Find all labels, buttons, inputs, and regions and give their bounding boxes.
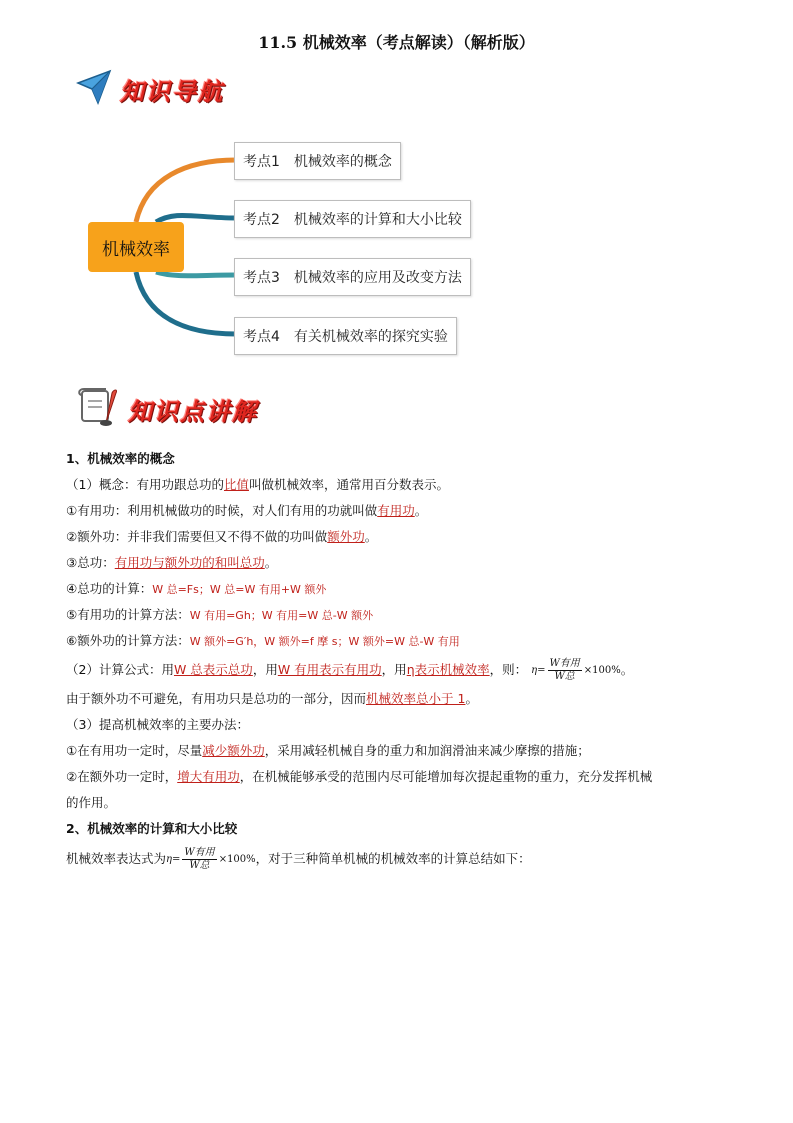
text: 。 (364, 529, 378, 544)
formula-denominator: W总 (554, 670, 575, 682)
mind-map-branch-3 (234, 258, 471, 296)
paragraph-extra-calc (66, 628, 736, 654)
section-heading-2: 2、机械效率的计算和大小比较 (66, 821, 238, 836)
efficiency-formula: η= $\frac{\text{W有用}}{\text{W总}}$ ×100% (531, 657, 621, 682)
branch-key: 考点4 (243, 329, 280, 345)
branch-text: 机械效率的概念 (293, 154, 392, 170)
highlight: 有用功与额外功的和叫总功 (114, 555, 265, 570)
paragraph-extra-work (66, 524, 736, 550)
paragraph-concept (66, 472, 736, 498)
page-title: 11.5 机械效率（考点解读）（解析版） (258, 33, 535, 52)
paragraph-useful-calc (66, 602, 736, 628)
text: 。 (620, 662, 634, 677)
text: 。 (465, 691, 478, 706)
branch-key: 考点2 (243, 212, 280, 228)
formula-text: W 有用=Gh；W 有用=W 总-W 额外 (189, 609, 374, 622)
formula-tail: ×100% (583, 664, 621, 676)
text: ，采用减轻机械自身的重力和加润滑油来减少摩擦的措施； (264, 743, 590, 758)
text: 。 (414, 503, 428, 518)
text: ①在有用功一定时，尽量 (66, 743, 203, 758)
mind-map-branch-2 (234, 200, 471, 238)
text: 机械效率表达式为 (66, 851, 167, 866)
banner-knowledge-points (76, 386, 258, 432)
paragraph-improve-heading: （3）提高机械效率的主要办法： (66, 717, 249, 732)
text: 叫做机械效率，通常用百分数表示。 (248, 477, 449, 492)
highlight: η表示机械效率 (406, 662, 490, 677)
text: （1）概念：有用功跟总功的 (66, 477, 224, 492)
paragraph-improve-1 (66, 738, 736, 764)
formula-denominator: W总 (189, 859, 210, 871)
text: ⑥额外功的计算方法： (66, 633, 190, 648)
formula-text: W 额外=G′h，W 额外=f 摩 s；W 额外=W 总-W 有用 (189, 635, 460, 648)
branch-key: 考点1 (243, 154, 280, 170)
formula-text: W 总=Fs；W 总=W 有用+W 额外 (152, 583, 327, 596)
banner-title: 知识点讲解 (128, 396, 258, 426)
paragraph-improve-2 (66, 764, 736, 790)
formula-numerator: W有用 (184, 846, 215, 858)
branch-text: 机械效率的计算和大小比较 (293, 212, 462, 228)
paragraph-expression (66, 842, 736, 876)
text: ，在机械能够承受的范围内尽可能增加每次提起重物的重力，充分发挥机械 (239, 769, 653, 784)
banner-knowledge-navigation (76, 66, 224, 112)
highlight: 增大有用功 (177, 769, 240, 784)
paragraph-less-than-one (66, 686, 736, 712)
text: ②在额外功一定时， (66, 769, 178, 784)
mind-map-center: 机械效率 (88, 222, 184, 272)
banner-title: 知识导航 (120, 76, 224, 106)
text: 由于额外功不可避免，有用功只是总功的一部分，因而 (66, 691, 367, 706)
mind-map-branch-4 (234, 317, 457, 355)
highlight: 有用功 (377, 503, 415, 518)
branch-text: 有关机械效率的探究实验 (293, 329, 448, 345)
paragraph-total-calc (66, 576, 736, 602)
section-heading-1: 1、机械效率的概念 (66, 451, 175, 466)
text: ④总功的计算： (66, 581, 153, 596)
paragraph-useful-work (66, 498, 736, 524)
content-body (66, 446, 736, 876)
text: ⑤有用功的计算方法： (66, 607, 190, 622)
formula-eta: η (531, 664, 538, 676)
highlight: 机械效率总小于 1 (366, 691, 466, 706)
highlight: 额外功 (327, 529, 365, 544)
highlight: W 有用表示有用功 (277, 662, 382, 677)
scroll-quill-icon (76, 385, 120, 433)
text: ，用 (381, 662, 407, 677)
paragraph-improve-2-cont: 的作用。 (66, 795, 117, 810)
paragraph-formula (66, 654, 736, 686)
text: ②额外功：并非我们需要但又不得不做的功叫做 (66, 529, 328, 544)
highlight: 比值 (223, 477, 249, 492)
text: ③总功： (66, 555, 115, 570)
formula-numerator: W有用 (549, 657, 580, 669)
highlight: 减少额外功 (202, 743, 265, 758)
mind-map-branch-1 (234, 142, 401, 180)
text: ①有用功：利用机械做功的时候，对人们有用的功就叫做 (66, 503, 378, 518)
branch-key: 考点3 (243, 270, 280, 286)
text: ，用 (252, 662, 278, 677)
efficiency-formula-2: η= $\frac{\text{W有用}}{\text{W总}}$ ×100% (166, 846, 256, 871)
mind-map (86, 138, 506, 360)
paper-plane-icon (76, 69, 112, 109)
text: ，则： (489, 662, 528, 677)
highlight: W 总表示总功 (173, 662, 253, 677)
text: 。 (264, 555, 278, 570)
text: ，对于三种简单机械的机械效率的计算总结如下： (255, 851, 531, 866)
text: （2）计算公式：用 (66, 662, 174, 677)
branch-text: 机械效率的应用及改变方法 (293, 270, 462, 286)
formula-eta: η (166, 853, 173, 865)
formula-tail: ×100% (218, 853, 256, 865)
paragraph-total-work (66, 550, 736, 576)
